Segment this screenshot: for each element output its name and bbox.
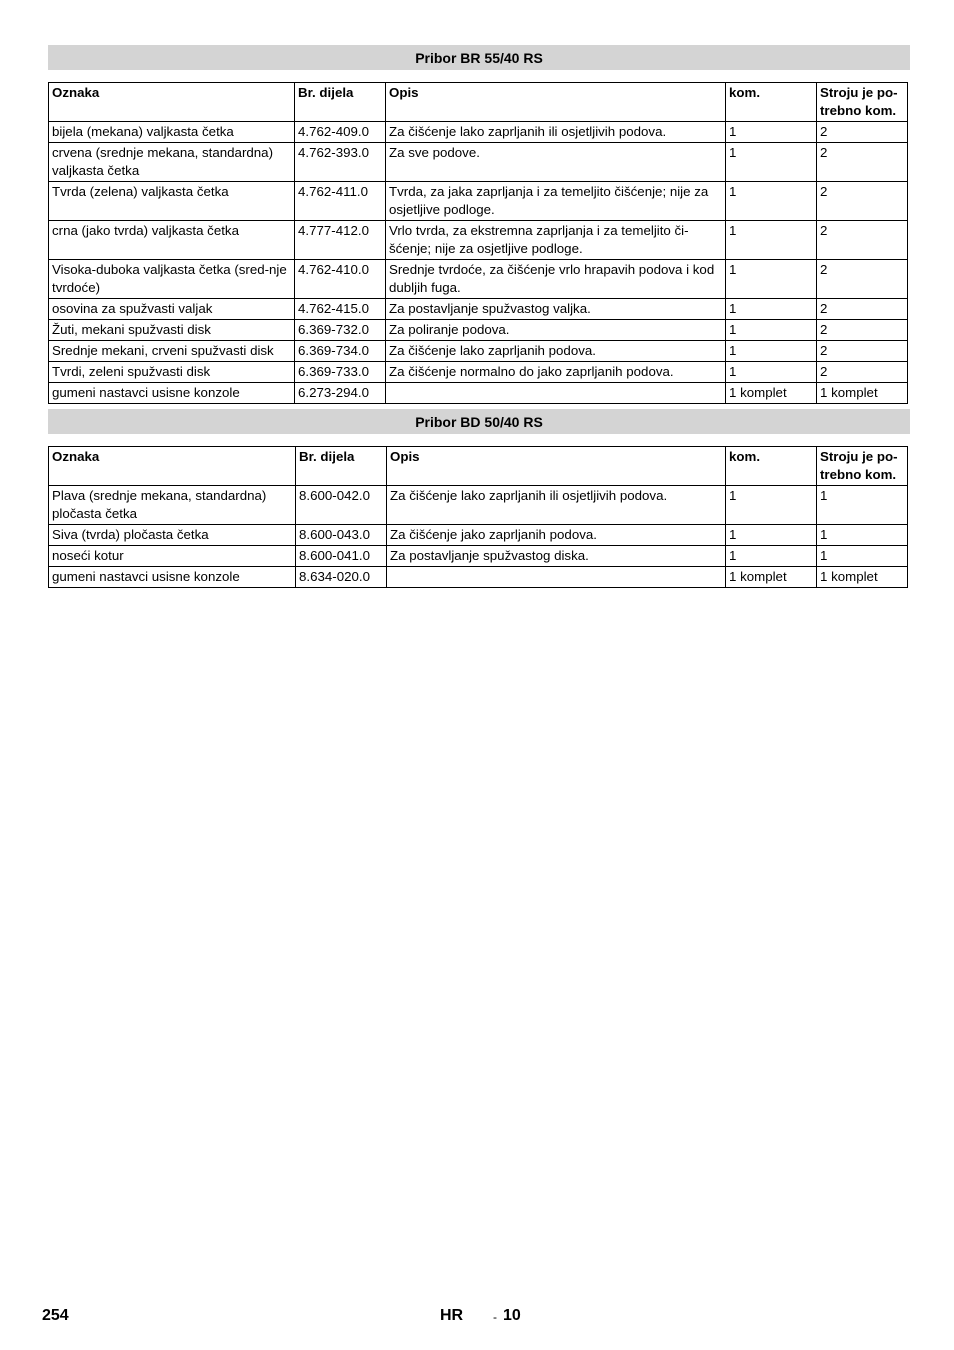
cell-required-quantity: 2 xyxy=(817,221,908,260)
cell-description: Za čišćenje jako zaprljanih podova. xyxy=(387,525,726,546)
cell-part-number: 6.369-734.0 xyxy=(295,341,386,362)
cell-part-number: 8.600-042.0 xyxy=(296,486,387,525)
cell-description: Tvrda, za jaka zaprljanja i za temeljito čišćenje; nije za osjetljive podloge. xyxy=(386,182,726,221)
table-row xyxy=(49,320,908,341)
cell-quantity: 1 xyxy=(726,341,817,362)
accessories-table-br xyxy=(48,82,908,404)
cell-required-quantity: 2 xyxy=(817,299,908,320)
header-required-quantity: Stroju je po-trebno kom. xyxy=(817,83,908,122)
cell-designation: crna (jako tvrda) valjkasta četka xyxy=(49,221,295,260)
cell-quantity: 1 xyxy=(726,546,817,567)
cell-required-quantity: 1 xyxy=(817,546,908,567)
table-row xyxy=(49,260,908,299)
cell-quantity: 1 komplet xyxy=(726,567,817,588)
page-number: 254 xyxy=(42,1307,69,1324)
cell-designation: gumeni nastavci usisne konzole xyxy=(49,383,295,404)
table-row xyxy=(49,341,908,362)
cell-required-quantity: 1 xyxy=(817,525,908,546)
cell-required-quantity: 2 xyxy=(817,260,908,299)
local-page-number: 10 xyxy=(503,1307,521,1324)
cell-required-quantity: 2 xyxy=(817,143,908,182)
header-quantity: kom. xyxy=(726,447,817,486)
cell-designation: Žuti, mekani spužvasti disk xyxy=(49,320,295,341)
table-row xyxy=(49,567,908,588)
cell-description: Za čišćenje lako zaprljanih podova. xyxy=(386,341,726,362)
cell-designation: gumeni nastavci usisne konzole xyxy=(49,567,296,588)
cell-required-quantity: 2 xyxy=(817,341,908,362)
header-required-quantity: Stroju je po-trebno kom. xyxy=(817,447,908,486)
cell-description: Za čišćenje normalno do jako zaprljanih podova. xyxy=(386,362,726,383)
cell-quantity: 1 xyxy=(726,362,817,383)
cell-quantity: 1 xyxy=(726,122,817,143)
cell-part-number: 8.600-041.0 xyxy=(296,546,387,567)
cell-quantity: 1 xyxy=(726,221,817,260)
cell-required-quantity: 2 xyxy=(817,362,908,383)
cell-designation: Tvrdi, zeleni spužvasti disk xyxy=(49,362,295,383)
cell-designation: bijela (mekana) valjkasta četka xyxy=(49,122,295,143)
table-row xyxy=(49,143,908,182)
cell-designation: Siva (tvrda) pločasta četka xyxy=(49,525,296,546)
header-part-number: Br. dijela xyxy=(296,447,387,486)
table-row xyxy=(49,299,908,320)
cell-description: Za postavljanje spužvastog valjka. xyxy=(386,299,726,320)
cell-quantity: 1 xyxy=(726,486,817,525)
section-title-bd: Pribor BD 50/40 RS xyxy=(48,409,910,434)
cell-required-quantity: 2 xyxy=(817,122,908,143)
table-row xyxy=(49,182,908,221)
cell-description: Za poliranje podova. xyxy=(386,320,726,341)
cell-quantity: 1 xyxy=(726,260,817,299)
cell-required-quantity: 1 xyxy=(817,486,908,525)
cell-designation: noseći kotur xyxy=(49,546,296,567)
accessories-table-bd xyxy=(48,446,908,588)
section-title-br: Pribor BR 55/40 RS xyxy=(48,45,910,70)
table-row xyxy=(49,221,908,260)
cell-part-number: 6.273-294.0 xyxy=(295,383,386,404)
cell-required-quantity: 1 komplet xyxy=(817,567,908,588)
cell-part-number: 4.777-412.0 xyxy=(295,221,386,260)
cell-part-number: 4.762-393.0 xyxy=(295,143,386,182)
cell-quantity: 1 xyxy=(726,299,817,320)
table-row xyxy=(49,546,908,567)
cell-quantity: 1 xyxy=(726,525,817,546)
table-row xyxy=(49,486,908,525)
cell-part-number: 4.762-410.0 xyxy=(295,260,386,299)
header-description: Opis xyxy=(386,83,726,122)
cell-part-number: 8.634-020.0 xyxy=(296,567,387,588)
table-row xyxy=(49,122,908,143)
cell-designation: crvena (srednje mekana, standardna) valjkasta četka xyxy=(49,143,295,182)
language-code: HR xyxy=(440,1307,464,1324)
cell-description xyxy=(387,567,726,588)
header-quantity: kom. xyxy=(726,83,817,122)
table-header-row xyxy=(49,83,908,122)
cell-description: Srednje tvrdoće, za čišćenje vrlo hrapavih podova i kod dubljih fuga. xyxy=(386,260,726,299)
table-row xyxy=(49,362,908,383)
cell-description: Za sve podove. xyxy=(386,143,726,182)
cell-part-number: 6.369-732.0 xyxy=(295,320,386,341)
cell-designation: Visoka-duboka valjkasta četka (sred-nje tvrdoće) xyxy=(49,260,295,299)
table-row xyxy=(49,383,908,404)
cell-description: Za čišćenje lako zaprljanih ili osjetljivih podova. xyxy=(387,486,726,525)
header-designation: Oznaka xyxy=(49,447,296,486)
cell-required-quantity: 2 xyxy=(817,182,908,221)
cell-quantity: 1 xyxy=(726,143,817,182)
cell-designation: Tvrda (zelena) valjkasta četka xyxy=(49,182,295,221)
cell-required-quantity: 2 xyxy=(817,320,908,341)
cell-designation: Plava (srednje mekana, standardna) pločasta četka xyxy=(49,486,296,525)
header-description: Opis xyxy=(387,447,726,486)
cell-part-number: 4.762-415.0 xyxy=(295,299,386,320)
table-row xyxy=(49,525,908,546)
cell-required-quantity: 1 komplet xyxy=(817,383,908,404)
cell-part-number: 4.762-409.0 xyxy=(295,122,386,143)
cell-designation: Srednje mekani, crveni spužvasti disk xyxy=(49,341,295,362)
cell-part-number: 4.762-411.0 xyxy=(295,182,386,221)
cell-description xyxy=(386,383,726,404)
header-part-number: Br. dijela xyxy=(295,83,386,122)
cell-designation: osovina za spužvasti valjak xyxy=(49,299,295,320)
cell-description: Za čišćenje lako zaprljanih ili osjetljivih podova. xyxy=(386,122,726,143)
cell-description: Vrlo tvrda, za ekstremna zaprljanja i za temeljito či-šćenje; nije za osjetljive podloge. xyxy=(386,221,726,260)
footer-dash: - xyxy=(493,1310,497,1324)
cell-quantity: 1 xyxy=(726,182,817,221)
cell-part-number: 6.369-733.0 xyxy=(295,362,386,383)
cell-description: Za postavljanje spužvastog diska. xyxy=(387,546,726,567)
cell-quantity: 1 komplet xyxy=(726,383,817,404)
header-designation: Oznaka xyxy=(49,83,295,122)
table-header-row xyxy=(49,447,908,486)
cell-quantity: 1 xyxy=(726,320,817,341)
cell-part-number: 8.600-043.0 xyxy=(296,525,387,546)
